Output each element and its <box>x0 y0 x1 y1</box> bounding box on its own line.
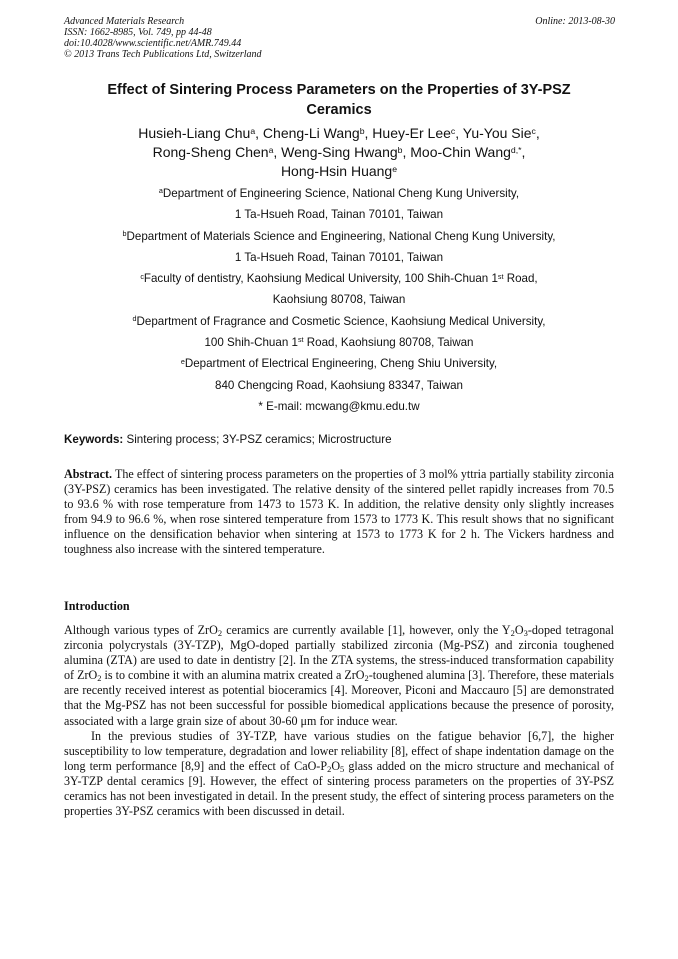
affiliation-mark: a <box>158 186 163 196</box>
text-run: Although various types of ZrO <box>64 623 218 637</box>
author-list <box>64 124 614 181</box>
affiliation-line: Department of Engineering Science, National Cheng Kung University, <box>162 187 520 200</box>
affiliation-mark: c <box>140 271 144 281</box>
author-line <box>64 124 614 143</box>
author-name: Moo-Chin Wang <box>410 144 511 160</box>
author-name: Yu-You Sie <box>462 125 532 141</box>
subscript: 2 <box>364 673 369 684</box>
affiliation-mark: b <box>122 229 127 238</box>
title-line-1: Effect of Sintering Process Parameters on the Properties of 3Y-PSZ <box>107 82 571 98</box>
author-affiliation-mark: e <box>392 163 398 174</box>
paragraph <box>64 729 614 820</box>
affiliation-mark: e <box>180 356 185 366</box>
subscript: 2 <box>510 628 515 639</box>
author-separator: , <box>364 125 373 141</box>
title-line-2: Ceramics <box>306 102 372 118</box>
author-name: Huey-Er Lee <box>372 125 451 141</box>
text-run: glass added on the micro structure and mechanical of 3Y-TZP dental ceramics [9]. However, the effect of sintering process parameters on the properties of 3Y-PSZ ceramics has not been investigated in detail. In the present study, the effect of sintering process parameters on the properties 3Y-PSZ ceramics with been discussed in detail. <box>64 758 615 819</box>
affiliation-list <box>64 183 614 417</box>
ordinal-suffix: st <box>497 271 504 281</box>
subscript: 2 <box>97 673 102 684</box>
affiliation-address: 840 Chengcing Road, Kaohsiung 83347, Taiwan <box>215 378 463 392</box>
author-affiliation-mark: a <box>250 125 256 136</box>
keywords-text: Sintering process; 3Y-PSZ ceramics; Microstructure <box>123 433 392 446</box>
author-separator: , <box>521 144 526 160</box>
abstract-label: Abstract. <box>64 467 113 481</box>
text-run: -doped tetragonal zirconia polycrystals (3Y-TZP), MgO-doped partially stabilized zirconia (Mg-PSZ) and zirconia toughened alumina (ZTA) are used to date in dentistry [2]. In the ZTA systems, the stress-induced transformation capability of ZrO <box>64 623 614 683</box>
text-run: O <box>331 758 341 773</box>
affiliation-line: Faculty of dentistry, Kaohsiung Medical University, 100 Shih-Chuan 1 <box>143 272 498 286</box>
subscript: 3 <box>523 628 528 639</box>
author-name: Weng-Sing Hwang <box>281 144 398 160</box>
affiliation-c <box>64 268 614 311</box>
affiliation-line: Department of Materials Science and Engineering, National Cheng Kung University, <box>126 229 556 243</box>
affiliation-a <box>64 183 614 226</box>
author-affiliation-mark: c <box>531 125 536 136</box>
section-heading-introduction: Introduction <box>64 599 130 613</box>
abstract-text: The effect of sintering process parameters on the properties of 3 mol% yttria partially stability zirconia (3Y-PSZ) ceramics has been investigated. The relative density of the sintered pellet rapidly increases from 70.5 to 93.6 % with rose temperature from 1473 to 1573 K. In addition, the relative density only slightly increases from 94.9 to 96.6 %, when rose sintered temperature from 1573 to 1773 K. This result shows that no significant influence on the densification behavior when sintering at 1573 to 1773 K for 2 h. The Vickers hardness and toughness also increase with the sintered temperature. <box>64 467 614 557</box>
affiliation-address: Kaohsiung 80708, Taiwan <box>272 293 406 307</box>
ordinal-suffix: st <box>297 335 304 345</box>
author-name: Husieh-Liang Chu <box>138 125 251 141</box>
introduction-body <box>64 623 614 819</box>
affiliation-address: 1 Ta-Hsueh Road, Tainan 70101, Taiwan <box>234 208 444 222</box>
subscript: 2 <box>217 628 223 639</box>
paper-title <box>64 80 614 120</box>
text-run: In the previous studies of 3Y-TZP, have various studies on the fatigue behavior [6,7], the higher susceptibility to low temperature, degradation and lower reliability [8], effect of shape indentation damage on the long term performance [8,9] and the effect of CaO-P <box>64 728 614 773</box>
subscript: 2 <box>327 763 332 774</box>
author-separator: , <box>535 125 540 141</box>
affiliation-d <box>64 311 614 354</box>
abstract <box>64 467 614 558</box>
affiliation-line-end: Road, <box>503 272 538 286</box>
text-run: -toughened alumina [3]. Therefore, these materials are recently received interest as potential bioceramics [4]. Moreover, Piconi and Maccauro [5] are demonstrated that the Mg-PSZ has not been successful for possible biomedical applications because the presence of porosity, associated with a large grain size of about 30-60 μm for induce wear. <box>64 668 614 728</box>
author-affiliation-mark: b <box>359 125 365 136</box>
affiliation-b <box>64 226 614 269</box>
journal-header <box>64 16 262 60</box>
keywords <box>64 432 614 447</box>
author-affiliation-mark: b <box>397 144 403 155</box>
author-separator: , <box>273 144 282 160</box>
copyright-line: © 2013 Trans Tech Publications Ltd, Switzerland <box>64 49 262 60</box>
text-run: O <box>514 623 524 637</box>
paragraph <box>64 623 614 729</box>
affiliation-mark: d <box>132 314 137 324</box>
affiliation-address: 100 Shih-Chuan 1 <box>204 336 298 350</box>
author-affiliation-mark: c <box>450 125 456 136</box>
author-name: Hong-Hsin Huang <box>280 163 393 179</box>
subscript: 5 <box>340 763 345 774</box>
online-date: Online: 2013-08-30 <box>535 16 615 27</box>
author-separator: , <box>455 125 463 141</box>
text-run: is to combine it with an alumina matrix created a ZrO <box>101 668 365 683</box>
affiliation-address: 1 Ta-Hsueh Road, Tainan 70101, Taiwan <box>234 250 444 264</box>
author-separator: , <box>402 144 411 160</box>
text-run: ceramics are currently available [1], however, only the Y <box>222 623 511 637</box>
corresponding-email: * E-mail: mcwang@kmu.edu.tw <box>258 399 420 413</box>
doi-line: doi:10.4028/www.scientific.net/AMR.749.44 <box>64 38 242 49</box>
author-line <box>64 162 614 181</box>
affiliation-line: Department of Electrical Engineering, Cheng Shiu University, <box>184 357 498 371</box>
author-line <box>64 143 614 162</box>
journal-name: Advanced Materials Research <box>64 16 185 27</box>
author-affiliation-mark: a <box>268 144 274 155</box>
keywords-label: Keywords: <box>64 433 124 446</box>
author-name: Cheng-Li Wang <box>262 125 360 141</box>
affiliation-address-end: Road, Kaohsiung 80708, Taiwan <box>303 336 474 350</box>
author-separator: , <box>255 125 263 141</box>
affiliation-line: Department of Fragrance and Cosmetic Science, Kaohsiung Medical University, <box>136 314 546 328</box>
issn-line: ISSN: 1662-8985, Vol. 749, pp 44-48 <box>64 27 212 38</box>
author-affiliation-mark: d,* <box>510 144 522 155</box>
affiliation-e <box>64 353 614 396</box>
author-name: Rong-Sheng Chen <box>152 144 269 160</box>
